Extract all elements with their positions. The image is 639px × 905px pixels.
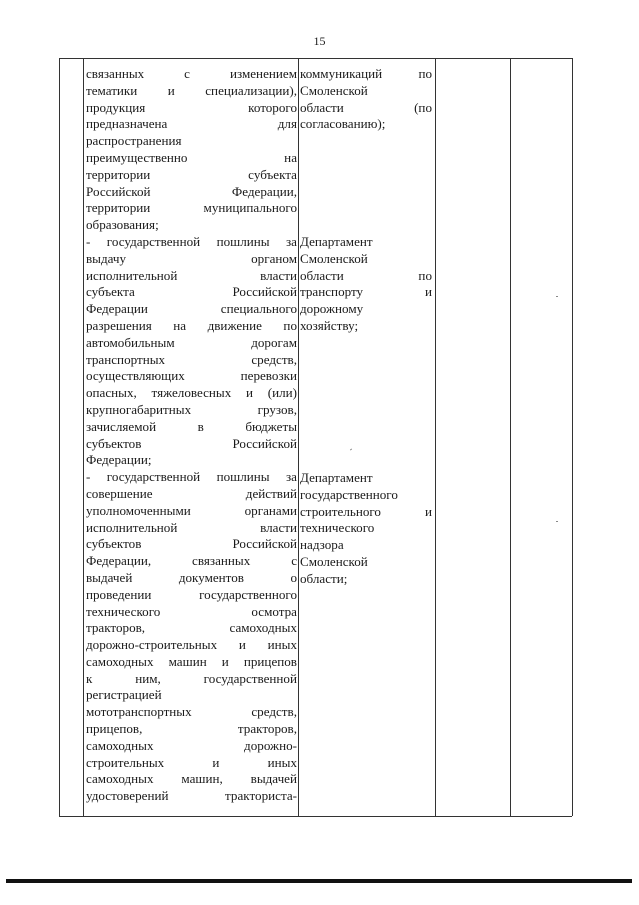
- text-line: Федерации, связанных с: [86, 553, 297, 569]
- table-divider-2: [298, 58, 299, 816]
- text-line: субъектов Российской: [86, 536, 297, 552]
- text-line: - государственной пошлины за: [86, 233, 297, 249]
- text-line: уполномоченными органами: [86, 502, 297, 518]
- text-line: транспортных средств,: [86, 351, 297, 367]
- text-line: осуществляющих перевозки: [86, 368, 297, 384]
- text-line: строительного и: [300, 503, 432, 519]
- text-line: Департамент: [300, 470, 373, 485]
- table-bottom-border: [59, 816, 572, 817]
- text-line: государственного: [300, 486, 398, 502]
- text-line: преимущественно на: [86, 149, 297, 165]
- text-line: - государственной пошлины за: [86, 469, 297, 485]
- text-line: самоходных машин и прицепов: [86, 653, 297, 669]
- text-line: выдачу органом: [86, 250, 297, 266]
- text-line: строительных и иных: [86, 754, 297, 770]
- table-divider-4: [510, 58, 511, 816]
- text-line: самоходных машин, выдачей: [86, 771, 297, 787]
- text-line: Федерации специального: [86, 301, 297, 317]
- text-line: проведении государственного: [86, 586, 297, 602]
- table-border-left: [59, 58, 60, 816]
- page-bottom-rule: [6, 879, 632, 883]
- text-line: Смоленской: [300, 250, 368, 266]
- text-line: технического осмотра: [86, 603, 297, 619]
- text-line: области по: [300, 267, 432, 283]
- text-line: выдачей документов о: [86, 569, 297, 585]
- scan-speck: [556, 521, 558, 522]
- text-line: удостоверений тракториста-: [86, 788, 297, 804]
- text-line: согласованию);: [300, 116, 386, 132]
- text-line: продукция которого: [86, 99, 297, 115]
- text-line: мототранспортных средств,: [86, 704, 297, 720]
- scan-speck: [556, 296, 558, 297]
- table-top-border: [59, 58, 572, 59]
- text-line: территории муниципального: [86, 200, 297, 216]
- text-line: зачисляемой в бюджеты: [86, 418, 297, 434]
- text-line: субъекта Российской: [86, 284, 297, 300]
- text-line: тематики и специализации),: [86, 82, 297, 98]
- table-divider-3: [435, 58, 436, 816]
- text-line: области (по: [300, 99, 432, 115]
- text-line: транспорту и: [300, 284, 432, 300]
- text-line: предназначена для: [86, 116, 297, 132]
- text-line: области;: [300, 570, 348, 586]
- description-cell: [86, 66, 297, 805]
- text-line: дорожному: [300, 301, 364, 317]
- text-line: исполнительной власти: [86, 519, 297, 535]
- text-line: Российской Федерации,: [86, 183, 297, 199]
- text-line: Смоленской: [300, 82, 368, 98]
- executor-entry-transport: [300, 234, 432, 335]
- text-line: самоходных дорожно-: [86, 737, 297, 753]
- text-line: хозяйству;: [300, 317, 359, 333]
- text-line: распространения: [86, 133, 182, 149]
- text-line: опасных, тяжеловесных и (или): [86, 385, 297, 401]
- text-line: Смоленской: [300, 553, 368, 569]
- text-line: совершение действий: [86, 485, 297, 501]
- text-line: субъектов Российской: [86, 435, 297, 451]
- executor-entry-communications: [300, 66, 432, 133]
- text-line: Департамент: [300, 234, 373, 249]
- text-line: автомобильным дорогам: [86, 334, 297, 350]
- text-line: Федерации;: [86, 452, 152, 468]
- executor-entry-construction-supervision: [300, 470, 432, 588]
- page-number: 15: [313, 34, 326, 48]
- text-line: прицепов, тракторов,: [86, 721, 297, 737]
- text-line: территории субъекта: [86, 166, 297, 182]
- text-line: к ним, государственной: [86, 670, 297, 686]
- text-line: исполнительной власти: [86, 267, 297, 283]
- table-divider-1: [83, 58, 84, 816]
- text-line: надзора: [300, 537, 344, 553]
- text-line: связанных с изменением: [86, 66, 297, 81]
- text-line: коммуникаций по: [300, 66, 432, 81]
- text-line: регистрацией: [86, 687, 162, 703]
- table-border-right: [572, 58, 573, 816]
- text-line: технического: [300, 520, 375, 536]
- text-line: разрешения на движение по: [86, 317, 297, 333]
- text-line: дорожно-строительных и иных: [86, 637, 297, 653]
- text-line: тракторов, самоходных: [86, 620, 297, 636]
- executor-cell: [300, 66, 432, 806]
- text-line: образования;: [86, 217, 159, 233]
- text-line: крупногабаритных грузов,: [86, 401, 297, 417]
